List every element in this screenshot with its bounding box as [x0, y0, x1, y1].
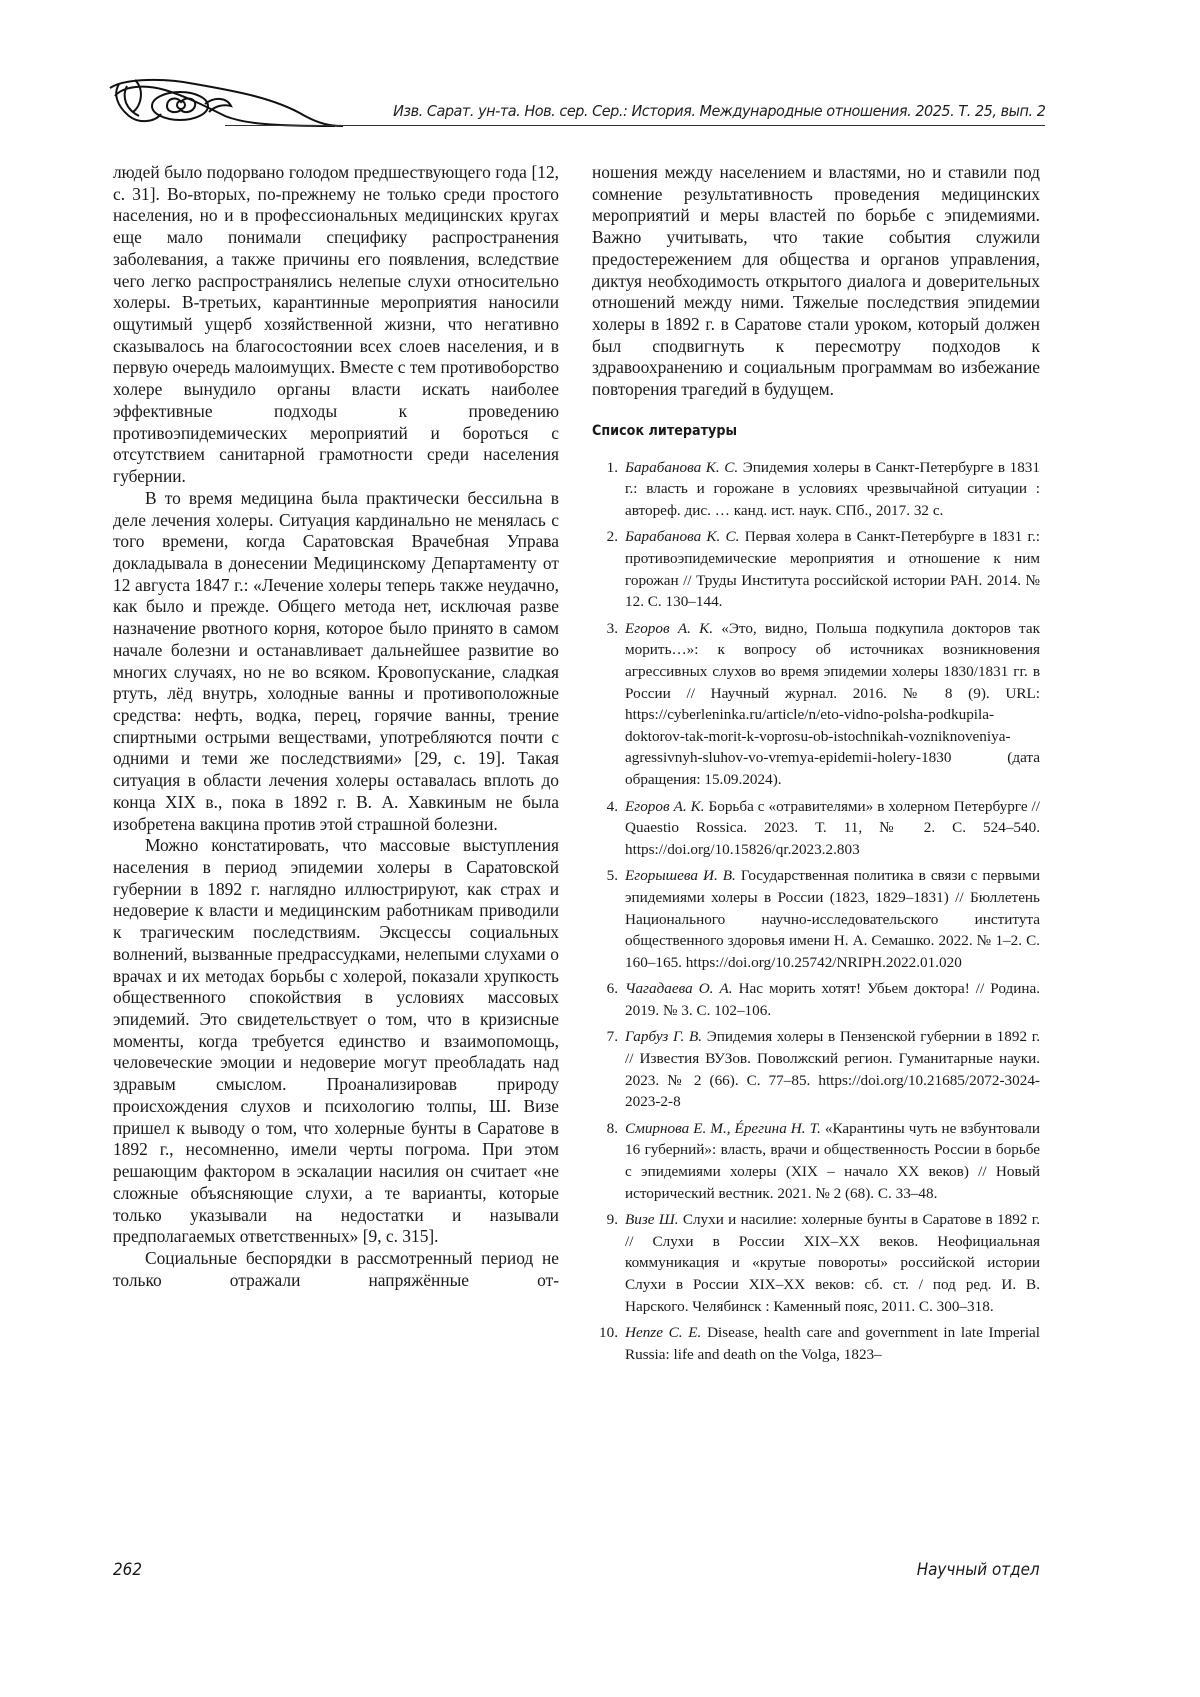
body-paragraph: людей было подорвано голодом предшествующего года [12, с. 31]. Во-вторых, по-прежнему не только среди простого населения, но и в профессиональных медицинских кругах еще мало понимали специфику распространения заболевания, а также причины его появления, вследствие чего легко распространялись нелепые слухи относительно холеры. В-третьих, карантинные мероприятия наносили ощутимый ущерб хозяйственной жизни, что негативно сказывалось на благосостоянии всех слоев населения, и в первую очередь малоимущих. Вместе с тем противоборство холере вынудило органы власти искать наиболее эффективные подходы к проведению противоэпидемических мероприятий и бороться с отсутствием санитарной грамотности среди населения губернии.: [113, 162, 559, 488]
reference-number: 1.: [592, 457, 618, 479]
reference-item: [592, 1209, 1040, 1317]
body-paragraph: Можно констатировать, что массовые выступления населения в период эпидемии холеры в Саратовской губернии в 1892 г. наглядно иллюстрируют, как страх и недоверие к власти и медицинским работникам приводили к трагическим последствиям. Эксцессы социальных волнений, вызванные предрассудками, нелепыми слухами о врачах и их методах борьбы с холерой, показали хрупкость общественного спокойствия в условиях массовых эпидемий. Это свидетельствует о том, что в кризисные моменты, когда требуется единство и взаимопомощь, человеческие эмоции и недоверие могут преобладать над здравым смыслом. Проанализировав природу происхождения слухов и психологию толпы, Ш. Визе пришел к выводу о том, что холерные бунты в Саратове в 1892 г., несомненно, имели черты погрома. При этом решающим фактором в эскалации насилия он считает «не сложные объясняющие слухи, а те варианты, которые только указывали на недостатки и называли предполагаемых ответственных» [9, с. 315].: [113, 835, 559, 1248]
reference-text: Эпидемия холеры в Пензенской губернии в 1892 г. // Известия ВУЗов. Поволжский регион. Гуманитарные науки. 2023. № 2 (66). С. 77–85. https://doi.org/10.21685/2072-3024-2023-2-8: [625, 1028, 1040, 1110]
reference-author: Henze C. E.: [625, 1324, 701, 1341]
reference-item: [592, 796, 1040, 861]
running-head: Изв. Сарат. ун-та. Нов. сер. Сер.: История. Международные отношения. 2025. Т. 25, вып. 2: [393, 102, 1045, 120]
reference-author: Визе Ш.: [625, 1211, 679, 1228]
header-rule: [225, 125, 1045, 126]
reference-author: Егорышева И. В.: [625, 867, 736, 884]
body-paragraph: В то время медицина была практически бессильна в деле лечения холеры. Ситуация кардинально не менялась с того времени, когда Саратовская Врачебная Управа докладывала в донесении Медицинскому Департаменту от 12 августа 1847 г.: «Лечение холеры теперь также неудачно, как было и прежде. Общего метода нет, исключая разве назначение рвотного корня, которое было принято в самом начале болезни и останавливает дальнейшее развитие во многих случаях, но не во всяком. Кровопускание, сладкая ртуть, лёд внутрь, холодные ванны и противоположные средства: нефть, водка, перец, горячие ванны, трение спиртными острыми веществами, употребляются почти с одними и теми же последствиями» [29, с. 19]. Такая ситуация в области лечения холеры оставалась вплоть до конца XIX в., пока в 1892 г. В. А. Хавкиным не была изобретена вакцина против этой страшной болезни.: [113, 488, 559, 836]
page-header: [105, 76, 1045, 132]
reference-author: Барабанова К. С.: [625, 528, 739, 545]
reference-item: [592, 978, 1040, 1021]
reference-text: Disease, health care and government in late Imperial Russia: life and death on the Volga, 1823–: [625, 1324, 1040, 1363]
reference-author: Егоров А. К.: [625, 620, 713, 637]
reference-text: Борьба с «отравителями» в холерном Петербурге // Quaestio Rossica. 2023. Т. 11, № 2. С. 524–540. https://doi.org/10.15826/qr.2023.2.803: [625, 798, 1040, 858]
reference-number: 4.: [592, 796, 618, 818]
reference-text: Нас морить хотят! Убьем доктора! // Родина. 2019. № 3. С. 102–106.: [625, 980, 1040, 1019]
reference-number: 2.: [592, 526, 618, 548]
reference-author: Егоров А. К.: [625, 798, 705, 815]
reference-item: [592, 1322, 1040, 1365]
reference-item: [592, 457, 1040, 522]
reference-text: Слухи и насилие: холерные бунты в Саратове в 1892 г. // Слухи в России XIX–XX веков. Неофициальная коммуникация и «крутые повороты» российской истории Слухи в России XIX–XX веков: сб. ст. / под ред. И. В. Нарского. Челябинск : Каменный пояс, 2011. С. 300–318.: [625, 1211, 1040, 1314]
left-column: [113, 162, 559, 1291]
reference-number: 10.: [592, 1322, 618, 1344]
reference-number: 6.: [592, 978, 618, 1000]
reference-number: 8.: [592, 1118, 618, 1140]
reference-text: Первая холера в Санкт-Петербурге в 1831 г.: противоэпидемические мероприятия и отношение к ним горожан // Труды Института российской истории РАН. 2014. № 12. С. 130–144.: [625, 528, 1040, 610]
reference-text: «Карантины чуть не взбунтовали 16 губерний»: власть, врачи и общественность России в борьбе с эпидемиями холеры (XIX – начало XX веков) // Новый исторический вестник. 2021. № 2 (68). С. 33–48.: [625, 1120, 1040, 1202]
reference-item: [592, 618, 1040, 791]
reference-item: [592, 1026, 1040, 1112]
section-name: Научный отдел: [917, 1560, 1040, 1579]
references-heading: Список литературы: [592, 421, 986, 443]
reference-number: 7.: [592, 1026, 618, 1048]
body-paragraph: ношения между населением и властями, но и ставили под сомнение результативность проведения медицинских мероприятий и меры властей по борьбе с эпидемиями. Важно учитывать, что такие события служили предостережением для общества и органов управления, диктуя необходимость открытого диалога и доверительных отношений между ними. Тяжелые последствия эпидемии холеры в 1892 г. в Саратове стали уроком, который должен был сподвигнуть к пересмотру подходов к здравоохранению и социальным программам во избежание повторения трагедий в будущем.: [592, 162, 1040, 401]
reference-author: Гарбуз Г. В.: [625, 1028, 702, 1045]
reference-number: 9.: [592, 1209, 618, 1231]
reference-number: 3.: [592, 618, 618, 640]
body-paragraph: Социальные беспорядки в рассмотренный период не только отражали напряжённые от-: [113, 1248, 559, 1291]
reference-author: Барабанова К. С.: [625, 459, 738, 476]
reference-number: 5.: [592, 865, 618, 887]
right-column: [592, 162, 1040, 1370]
journal-ornament-logo: [105, 76, 345, 128]
references-list: [592, 457, 1040, 1366]
reference-author: Чагадаева О. А.: [625, 980, 733, 997]
reference-text: Государственная политика в связи с первыми эпидемиями холеры в России (1823, 1829–1831) // Бюллетень Национального научно-исследовательского института общественного здоровья имени Н. А. Семашко. 2022. № 1–2. С. 160–165. https://doi.org/10.25742/NRIPH.2022.01.020: [625, 867, 1040, 970]
reference-item: [592, 865, 1040, 973]
reference-item: [592, 526, 1040, 612]
page-number: 262: [113, 1560, 142, 1579]
reference-author: Смирнова Е. М., Éрегина Н. Т.: [625, 1120, 821, 1137]
reference-text: «Это, видно, Польша подкупила докторов так морить…»: к вопросу об источниках возникновения агрессивных слухов во время эпидемии холеры 1830/1831 гг. в России // Научный журнал. 2016. № 8 (9). URL: https://cyberleninka.ru/article/n/eto-vidno-polsha-podkupila-doktorov-tak-morit-k-voprosu-ob-istochnikah-vozniknoveniya-agressivnyh-sluhov-vo-vremya-epidemii-holery-1830 (дата обращения: 15.09.2024).: [625, 620, 1040, 788]
reference-text: Эпидемия холеры в Санкт-Петербурге в 1831 г.: власть и горожане в условиях чрезвычайной ситуации : автореф. дис. … канд. ист. наук. СПб., 2017. 32 с.: [625, 459, 1040, 519]
reference-item: [592, 1118, 1040, 1204]
